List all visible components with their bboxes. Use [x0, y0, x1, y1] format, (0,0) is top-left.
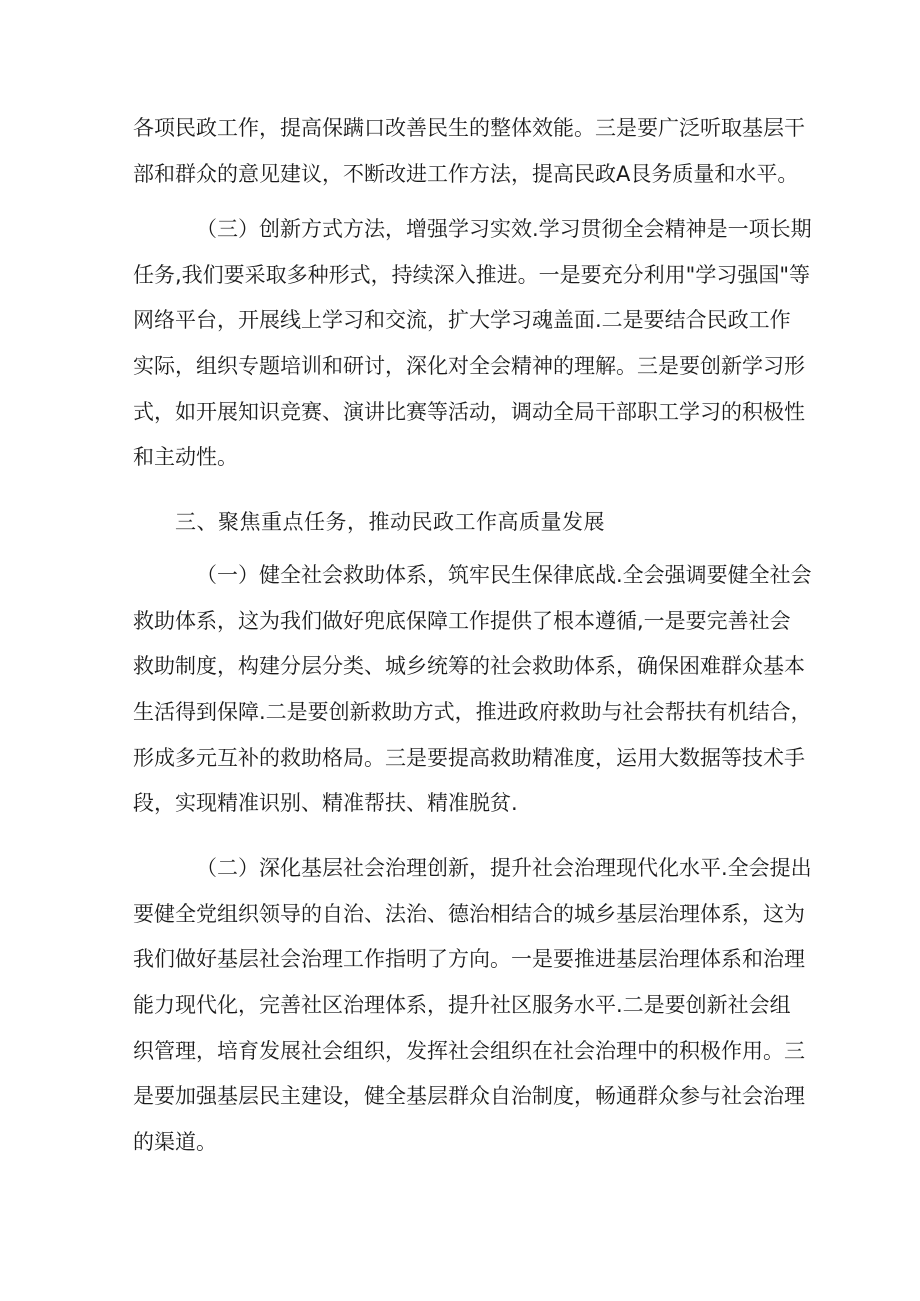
paragraph-1-line: 部和群众的意见建议，不断改进工作方法，提高民政A艮务质量和水平。	[133, 161, 799, 186]
paragraph-4-line: 织管理，培育发展社会组织，发挥社会组织在社会治理中的积极作用。三	[133, 1038, 805, 1063]
paragraph-2-line: （三）创新方式方法，增强学习实效.学习贯彻全会精神是一项长期	[196, 217, 812, 241]
paragraph-2-line: 式，如开展知识竞赛、演讲比赛等活动，调动全局干部职工学习的积极性	[133, 399, 805, 424]
paragraph-2-line: 和主动性。	[133, 445, 238, 470]
paragraph-3-line: 救助体系，这为我们做好兜底保障工作提供了根本遵循,一是要完善社会	[133, 608, 791, 633]
paragraph-4-line: 能力现代化，完善社区治理体系，提升社区服务水平.二是要创新社会组	[133, 993, 791, 1018]
paragraph-2-line: 任务,我们要采取多种形式，持续深入推进。一是要充分利用"学习强国"等	[133, 262, 810, 287]
paragraph-3-line: 救助制度，构建分层分类、城乡统筹的社会救助体系，确保困难群众基本	[133, 654, 805, 679]
paragraph-4-line: 是要加强基层民主建设，健全基层群众自治制度，畅通群众参与社会治理	[133, 1084, 805, 1109]
paragraph-4	[133, 846, 812, 1166]
paragraph-4-line: （二）深化基层社会治理创新，提升社会治理现代化水平.全会提出	[196, 856, 812, 880]
paragraph-3-line: 形成多元互补的救助格局。三是要提高救助精准度，运用大数据等技术手	[133, 745, 805, 770]
paragraph-1-line: 各项民政工作，提高保蹒口改善民生的整体效能。三是要广泛听取基层干	[133, 116, 805, 140]
section-heading-block	[133, 500, 778, 546]
paragraph-3-line: 段，实现精准识别、精准帮扶、精准脱贫.	[133, 791, 518, 816]
paragraph-3-line: （一）健全社会救助体系，筑牢民生保律底战.全会强调要健全社会	[196, 563, 812, 587]
paragraph-4-line: 的渠道。	[133, 1130, 217, 1155]
paragraph-4-line: 我们做好基层社会治理工作指明了方向。一是要推进基层治理体系和治理	[133, 947, 805, 972]
paragraph-1	[133, 106, 805, 197]
paragraph-2-line: 网络平台，开展线上学习和交流，扩大学习魂盖面.二是要结合民政工作	[133, 308, 791, 333]
paragraph-2	[133, 207, 812, 481]
paragraph-3	[133, 553, 812, 827]
section-heading: 三、聚焦重点任务，推动民政工作高质量发展	[175, 510, 605, 534]
paragraph-3-line: 生活得到保障.二是要创新救助方式，推进政府救助与社会帮扶有机结合，	[133, 700, 812, 725]
paragraph-2-line: 实际，组织专题培训和研讨，深化对全会精神的理解。三是要创新学习形	[133, 354, 805, 379]
paragraph-4-line: 要健全党组织领导的自治、法治、德治相结合的城乡基层治理体系，这为	[133, 901, 805, 926]
